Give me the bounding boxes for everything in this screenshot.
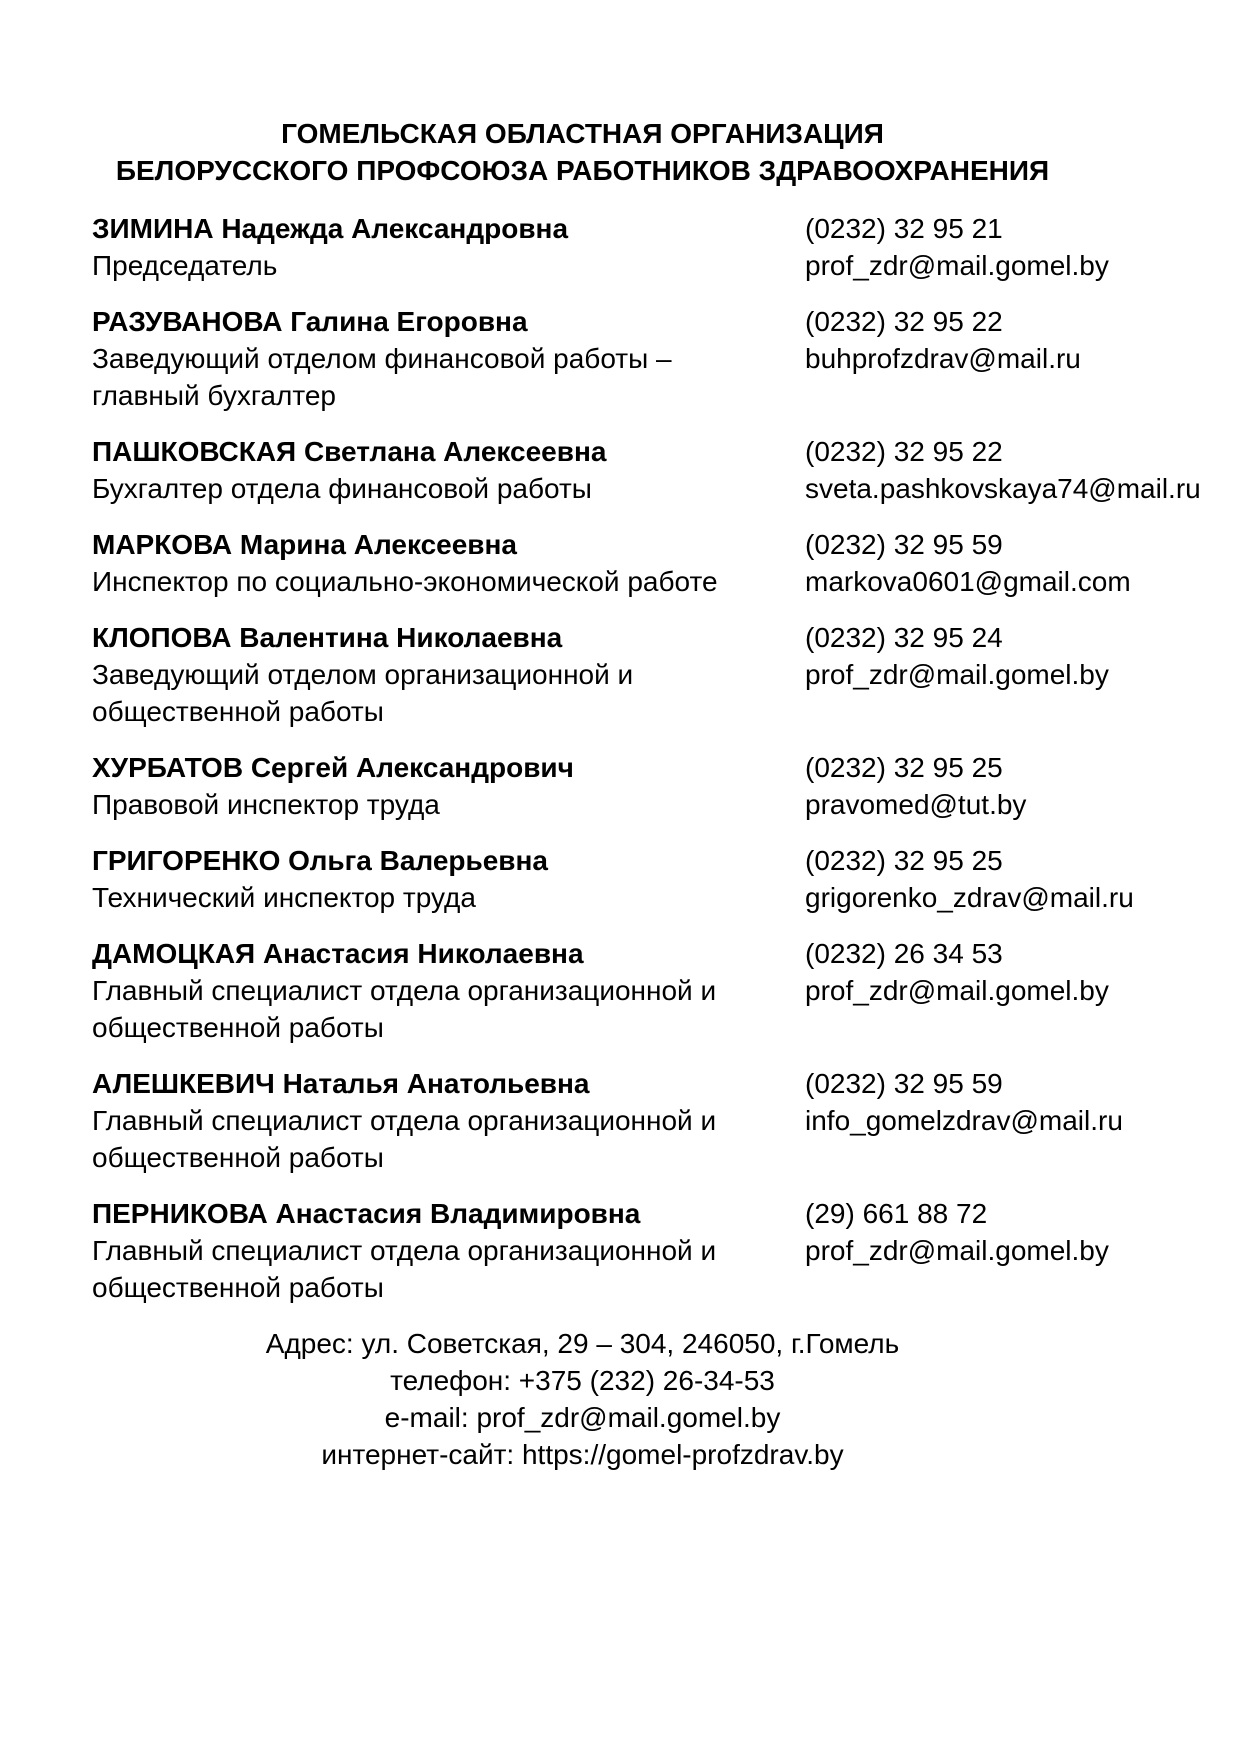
contact-details <box>805 935 1109 1009</box>
contact-role: Заведующий отделом организационной и <box>92 659 634 690</box>
contact-email: markova0601@gmail.com <box>805 566 1131 597</box>
footer <box>92 1325 1073 1473</box>
contact-info <box>92 210 805 284</box>
contact-entry <box>92 1195 1109 1306</box>
footer-address: Адрес: ул. Советская, 29 – 304, 246050, г.Гомель <box>265 1328 900 1359</box>
contact-role: общественной работы <box>92 1272 384 1303</box>
contact-role: Главный специалист отдела организационной и <box>92 975 717 1006</box>
contact-details <box>805 210 1109 284</box>
contact-details <box>805 1195 1109 1269</box>
contact-info <box>92 433 805 507</box>
footer-email: e-mail: prof_zdr@mail.gomel.by <box>384 1402 781 1433</box>
contact-role: Главный специалист отдела организационной и <box>92 1105 717 1136</box>
contact-phone: (0232) 32 95 21 <box>805 213 1003 244</box>
contact-entry <box>92 619 1109 730</box>
contact-name: ХУРБАТОВ Сергей Александрович <box>92 752 574 783</box>
title-line-2: БЕЛОРУССКОГО ПРОФСОЮЗА РАБОТНИКОВ ЗДРАВООХРАНЕНИЯ <box>115 155 1050 186</box>
contact-entry <box>92 210 1109 284</box>
contact-entry <box>92 1065 1123 1176</box>
contact-entry <box>92 433 1201 507</box>
footer-phone: телефон: +375 (232) 26-34-53 <box>390 1365 775 1396</box>
contact-details <box>805 526 1131 600</box>
contact-role: общественной работы <box>92 1012 384 1043</box>
contact-role: Заведующий отделом финансовой работы – <box>92 343 672 374</box>
contact-phone: (0232) 32 95 22 <box>805 436 1003 467</box>
contact-entry <box>92 749 1073 823</box>
contact-entry <box>92 526 1131 600</box>
contact-email: sveta.pashkovskaya74@mail.ru <box>805 473 1201 504</box>
contact-email: prof_zdr@mail.gomel.by <box>805 975 1109 1006</box>
contact-phone: (0232) 26 34 53 <box>805 938 1003 969</box>
contact-role: общественной работы <box>92 696 384 727</box>
contact-phone: (0232) 32 95 25 <box>805 845 1003 876</box>
contact-details <box>805 842 1134 916</box>
contact-email: prof_zdr@mail.gomel.by <box>805 1235 1109 1266</box>
contact-info <box>92 526 805 600</box>
contact-info <box>92 1195 805 1306</box>
contact-name: КЛОПОВА Валентина Николаевна <box>92 622 563 653</box>
contact-name: ГРИГОРЕНКО Ольга Валерьевна <box>92 845 548 876</box>
contact-role: Председатель <box>92 250 278 281</box>
contact-email: prof_zdr@mail.gomel.by <box>805 659 1109 690</box>
contact-info <box>92 303 805 414</box>
contact-name: ДАМОЦКАЯ Анастасия Николаевна <box>92 938 584 969</box>
contact-name: АЛЕШКЕВИЧ Наталья Анатольевна <box>92 1068 590 1099</box>
contact-email: prof_zdr@mail.gomel.by <box>805 250 1109 281</box>
contact-details <box>805 749 1073 823</box>
contact-info <box>92 749 805 823</box>
contact-entry <box>92 935 1109 1046</box>
contact-name: РАЗУВАНОВА Галина Егоровна <box>92 306 528 337</box>
contact-entry <box>92 303 1081 414</box>
contact-list <box>92 210 1201 1306</box>
contact-name: ПАШКОВСКАЯ Светлана Алексеевна <box>92 436 607 467</box>
contact-phone: (0232) 32 95 24 <box>805 622 1003 653</box>
contact-details <box>805 433 1201 507</box>
contact-info <box>92 842 805 916</box>
contact-info <box>92 935 805 1046</box>
contact-role: главный бухгалтер <box>92 380 336 411</box>
contact-phone: (29) 661 88 72 <box>805 1198 988 1229</box>
contact-details <box>805 619 1109 693</box>
contact-email: info_gomelzdrav@mail.ru <box>805 1105 1123 1136</box>
contact-name: МАРКОВА Марина Алексеевна <box>92 529 518 560</box>
contact-role: общественной работы <box>92 1142 384 1173</box>
contact-details <box>805 1065 1123 1139</box>
contact-details <box>805 303 1081 377</box>
contact-info <box>92 1065 805 1176</box>
contact-role: Инспектор по социально-экономической работе <box>92 566 718 597</box>
document-title <box>92 115 1073 189</box>
contact-email: buhprofzdrav@mail.ru <box>805 343 1081 374</box>
contact-role: Правовой инспектор труда <box>92 789 440 820</box>
contact-info <box>92 619 805 730</box>
contact-role: Бухгалтер отдела финансовой работы <box>92 473 592 504</box>
contact-name: ПЕРНИКОВА Анастасия Владимировна <box>92 1198 641 1229</box>
contact-email: pravomed@tut.by <box>805 789 1027 820</box>
footer-website: интернет-сайт: https://gomel-profzdrav.by <box>321 1439 844 1470</box>
contact-phone: (0232) 32 95 22 <box>805 306 1003 337</box>
contact-entry <box>92 842 1134 916</box>
contact-role: Главный специалист отдела организационной и <box>92 1235 717 1266</box>
contact-role: Технический инспектор труда <box>92 882 476 913</box>
document-content <box>92 0 1201 1473</box>
contact-phone: (0232) 32 95 25 <box>805 752 1003 783</box>
contact-phone: (0232) 32 95 59 <box>805 529 1003 560</box>
contact-email: grigorenko_zdrav@mail.ru <box>805 882 1134 913</box>
contact-phone: (0232) 32 95 59 <box>805 1068 1003 1099</box>
title-line-1: ГОМЕЛЬСКАЯ ОБЛАСТНАЯ ОРГАНИЗАЦИЯ <box>281 118 884 149</box>
contact-name: ЗИМИНА Надежда Александровна <box>92 213 569 244</box>
